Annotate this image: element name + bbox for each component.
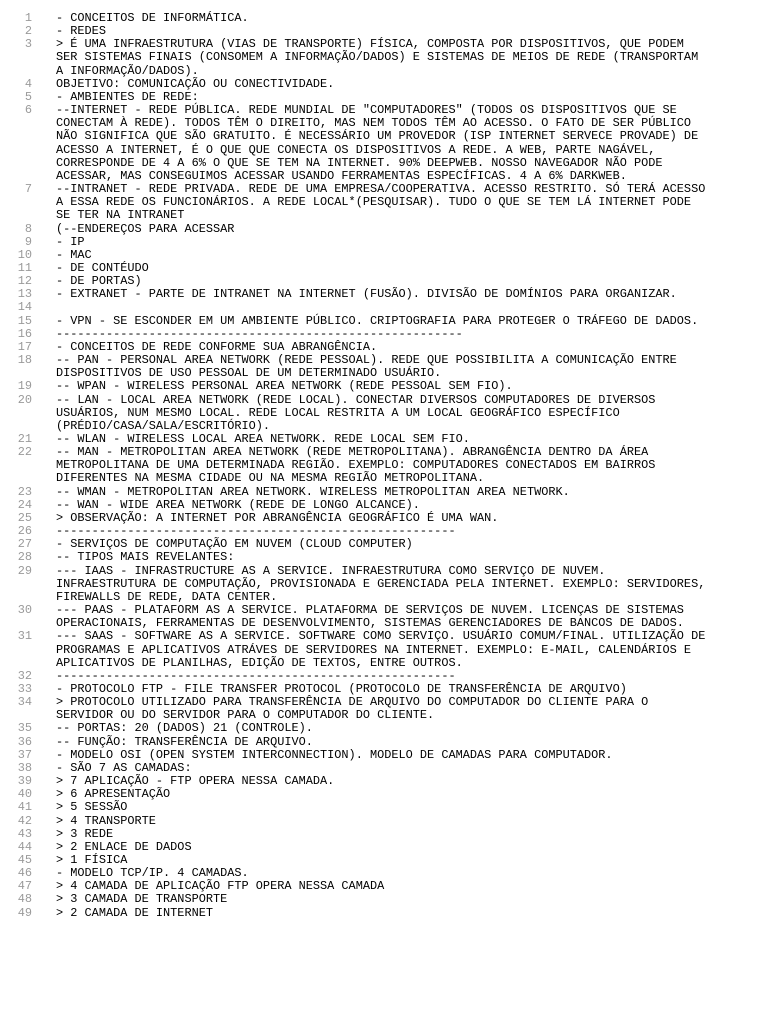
- document-line: [0, 78, 768, 91]
- line-text[interactable]: --- SAAS - SOFTWARE AS A SERVICE. SOFTWARE COMO SERVIÇO. USUÁRIO COMUM/FINAL. UTILIZAÇÃO DE PROGRAMAS E APLICATIVOS ATRÁVES DE SERVIDORES NA INTERNET. EXEMPLO: E-MAIL, CALENDÁRIOS E APLICATIVOS DE PLANILHAS, EDIÇÃO DE TEXTOS, ENTRE OUTROS.: [56, 629, 713, 670]
- line-number: 10: [17, 247, 32, 262]
- document-line: [0, 565, 768, 604]
- line-number: 42: [17, 813, 32, 828]
- line-number: 16: [17, 326, 32, 341]
- line-text[interactable]: > 4 CAMADA DE APLICAÇÃO FTP OPERA NESSA CAMADA: [56, 879, 385, 894]
- line-number: 48: [17, 892, 32, 907]
- document-line: [0, 104, 768, 183]
- line-number: 17: [17, 339, 32, 354]
- line-number: 31: [17, 629, 32, 644]
- line-text[interactable]: OBJETIVO: COMUNICAÇÃO OU CONECTIVIDADE.: [56, 76, 335, 91]
- line-number: 49: [17, 905, 32, 920]
- line-text[interactable]: -- TIPOS MAIS REVELANTES:: [56, 550, 235, 565]
- line-text[interactable]: -- MAN - METROPOLITAN AREA NETWORK (REDE METROPOLITANA). ABRANGÊNCIA DENTRO DA ÁREA METROPOLITANA DE UMA DETERMINADA REGIÃO. EXEMPLO: COMPUTADORES CONECTADOS EM BAIRROS DIFERENTES NA MESMA CIDADE OU NA MESMA REGIÃO METROPOLITANA.: [56, 445, 663, 486]
- document-line: [0, 499, 768, 512]
- line-number: 39: [17, 774, 32, 789]
- document-line: [0, 828, 768, 841]
- document-line: [0, 893, 768, 906]
- line-text[interactable]: > 7 APLICAÇÃO - FTP OPERA NESSA CAMADA.: [56, 774, 335, 789]
- document-line: [0, 249, 768, 262]
- line-text[interactable]: --------------------------------------------------------: [56, 668, 456, 683]
- line-number: 21: [17, 432, 32, 446]
- document-line: [0, 446, 768, 485]
- line-text[interactable]: - CONCEITOS DE REDE CONFORME SUA ABRANGÊNCIA.: [56, 339, 378, 354]
- line-number: 33: [17, 681, 32, 696]
- line-number: 9: [24, 234, 32, 249]
- line-number: 29: [17, 563, 32, 578]
- line-text[interactable]: --INTERNET - REDE PÚBLICA. REDE MUNDIAL DE "COMPUTADORES" (TODOS OS DISPOSITIVOS QUE SE CONECTAM À REDE). TODOS TÊM O DIREITO, MAS NEM TODOS TÊM AO ACESSO. O FATO DE SER PÚBLICO NÃO SIGNIFICA QUE SÃO GRATUITO. É NECESSÁRIO UM PROVEDOR (ISP INTERNET SERVECE PROVADE) DE ACESSO A INTERNET, É O QUE QUE CONECTA OS DISPOSITIVOS A REDE. A WEB, PARTE NAGÁVEL, CORRESPONDE DE 4 A 6% O QUE SE TEM NA INTERNET. 90% DEEPWEB. NOSSO NAVEGADOR NÃO PODE ACESSAR, MAS CONSEGUIMOS ACESSAR USANDO FERRAMENTAS ESPECÍFICAS. 4 A 6% DARKWEB.: [56, 103, 706, 183]
- line-number: 7: [24, 182, 32, 197]
- line-text[interactable]: -- WAN - WIDE AREA NETWORK (REDE DE LONGO ALCANCE).: [56, 497, 420, 512]
- line-text[interactable]: > PROTOCOLO UTILIZADO PARA TRANSFERÊNCIA DE ARQUIVO DO COMPUTADOR DO CLIENTE PARA O SERVIDOR OU DO SERVIDOR PARA O COMPUTADOR DO CLIENTE.: [56, 695, 656, 723]
- line-text[interactable]: > 2 CAMADA DE INTERNET: [56, 905, 213, 920]
- line-text[interactable]: > 3 REDE: [56, 826, 114, 841]
- document-line: [0, 670, 768, 683]
- line-number: 4: [24, 76, 32, 91]
- line-number: 37: [17, 747, 32, 762]
- line-text[interactable]: --- PAAS - PLATAFORM AS A SERVICE. PLATAFORMA DE SERVIÇOS DE NUVEM. LICENÇAS DE SISTEMAS OPERACIONAIS, FERRAMENTAS DE DESENVOLVIMENTO, SISTEMAS GERENCIADORES DE BANCOS DE DADOS.: [56, 603, 692, 631]
- line-text[interactable]: -- LAN - LOCAL AREA NETWORK (REDE LOCAL). CONECTAR DIVERSOS COMPUTADORES DE DIVERSOS USUÁRIOS, NUM MESMO LOCAL. REDE LOCAL RESTRITA A UM LOCAL GEOGRÁFICO ESPECÍFICO (PRÉDIO/CASA/SALA/ESCRITÓRIO).: [56, 392, 663, 433]
- document-line: [0, 801, 768, 814]
- line-number: 15: [17, 313, 32, 328]
- line-number: 23: [17, 484, 32, 499]
- document-line: [0, 696, 768, 722]
- line-number: 46: [17, 866, 32, 881]
- line-text[interactable]: -- PORTAS: 20 (DADOS) 21 (CONTROLE).: [56, 721, 313, 736]
- line-number: 3: [24, 37, 32, 52]
- line-number: 27: [17, 537, 32, 552]
- line-number: 26: [17, 524, 32, 539]
- line-text[interactable]: -- PAN - PERSONAL AREA NETWORK (REDE PESSOAL). REDE QUE POSSIBILITA A COMUNICAÇÃO ENTRE DISPOSITIVOS DE USO PESSOAL DE UM DETERMINADO USUÁRIO.: [56, 353, 684, 381]
- line-text[interactable]: - DE CONTÉUDO: [56, 260, 149, 275]
- line-text[interactable]: --------------------------------------------------------: [56, 524, 456, 539]
- document-line: [0, 315, 768, 328]
- line-number: 19: [17, 379, 32, 394]
- line-text[interactable]: -- FUNÇÃO: TRANSFERÊNCIA DE ARQUIVO.: [56, 734, 313, 749]
- document-line: [0, 223, 768, 236]
- line-text[interactable]: --INTRANET - REDE PRIVADA. REDE DE UMA EMPRESA/COOPERATIVA. ACESSO RESTRITO. SÓ TERÁ ACESSO A ESSA REDE OS FUNCIONÁRIOS. A REDE LOCAL*(PESQUISAR). TUDO O QUE SE TEM LÁ INTERNET PODE SE TER NA INTRANET: [56, 182, 713, 223]
- line-number: 44: [17, 839, 32, 854]
- line-text[interactable]: > OBSERVAÇÃO: A INTERNET POR ABRANGÊNCIA GEOGRÁFICO É UMA WAN.: [56, 510, 499, 525]
- line-number: 6: [24, 103, 32, 118]
- line-number: 35: [17, 721, 32, 736]
- line-text[interactable]: - EXTRANET - PARTE DE INTRANET NA INTERNET (FUSÃO). DIVISÃO DE DOMÍNIOS PARA ORGANIZAR.: [56, 287, 677, 302]
- line-text[interactable]: > 6 APRESENTAÇÃO: [56, 787, 171, 802]
- document-line: [0, 722, 768, 735]
- document-line: [0, 354, 768, 380]
- line-number: 2: [24, 24, 32, 39]
- document-line: [0, 486, 768, 499]
- line-number: 13: [17, 287, 32, 302]
- line-number: 28: [17, 550, 32, 565]
- line-number: 47: [17, 879, 32, 894]
- line-text[interactable]: -- WPAN - WIRELESS PERSONAL AREA NETWORK (REDE PESSOAL SEM FIO).: [56, 379, 513, 394]
- line-text[interactable]: - PROTOCOLO FTP - FILE TRANSFER PROTOCOL (PROTOCOLO DE TRANSFERÊNCIA DE ARQUIVO): [56, 681, 627, 696]
- line-text[interactable]: - IP: [56, 234, 85, 249]
- document-line: [0, 38, 768, 77]
- line-number: 36: [17, 734, 32, 749]
- line-number: 14: [17, 300, 32, 315]
- document-line: [0, 394, 768, 433]
- line-text[interactable]: -- WLAN - WIRELESS LOCAL AREA NETWORK. REDE LOCAL SEM FIO.: [56, 432, 470, 446]
- line-number: 24: [17, 497, 32, 512]
- document-line: [0, 301, 768, 314]
- document-line: [0, 604, 768, 630]
- line-text[interactable]: > 4 TRANSPORTE: [56, 813, 156, 828]
- line-text[interactable]: - SERVIÇOS DE COMPUTAÇÃO EM NUVEM (CLOUD COMPUTER): [56, 537, 413, 552]
- document-line: [0, 236, 768, 249]
- line-number: 32: [17, 668, 32, 683]
- document-line: [0, 749, 768, 762]
- line-number: 8: [24, 221, 32, 236]
- line-text[interactable]: - REDES: [56, 24, 106, 39]
- line-number: 11: [17, 260, 32, 275]
- line-number: 38: [17, 760, 32, 775]
- line-number: 34: [17, 695, 32, 710]
- line-number: 1: [24, 11, 32, 25]
- document-line: [0, 288, 768, 301]
- line-text[interactable]: > 3 CAMADA DE TRANSPORTE: [56, 892, 228, 907]
- document-line: [0, 551, 768, 564]
- line-number: 41: [17, 800, 32, 815]
- document-line: [0, 907, 768, 920]
- line-number: 12: [17, 274, 32, 289]
- line-number: 20: [17, 392, 32, 407]
- text-document[interactable]: [0, 12, 768, 920]
- line-text[interactable]: - DE PORTAS): [56, 274, 142, 289]
- line-number: 30: [17, 603, 32, 618]
- line-text[interactable]: > É UMA INFRAESTRUTURA (VIAS DE TRANSPORTE) FÍSICA, COMPOSTA POR DISPOSITIVOS, QUE PODEM SER SISTEMAS FINAIS (CONSOMEM A INFORMAÇÃO/DADOS) E SISTEMAS DE MEIOS DE REDE (TRANSPORTAM A INFORMAÇÃO/DADOS).: [56, 37, 706, 78]
- line-number: 43: [17, 826, 32, 841]
- line-text[interactable]: (--ENDEREÇOS PARA ACESSAR: [56, 221, 235, 236]
- document-line: [0, 736, 768, 749]
- line-text[interactable]: - CONCEITOS DE INFORMÁTICA.: [56, 11, 249, 25]
- document-line: [0, 815, 768, 828]
- line-number: 25: [17, 510, 32, 525]
- line-text[interactable]: - MODELO OSI (OPEN SYSTEM INTERCONNECTION). MODELO DE CAMADAS PARA COMPUTADOR.: [56, 747, 613, 762]
- line-text[interactable]: > 2 ENLACE DE DADOS: [56, 839, 192, 854]
- line-number: 45: [17, 853, 32, 867]
- document-line: [0, 328, 768, 341]
- document-line: [0, 183, 768, 222]
- line-number: 5: [24, 89, 32, 104]
- line-text[interactable]: -- WMAN - METROPOLITAN AREA NETWORK. WIRELESS METROPOLITAN AREA NETWORK.: [56, 484, 570, 499]
- line-text[interactable]: > 1 FÍSICA: [56, 853, 128, 867]
- line-text[interactable]: - VPN - SE ESCONDER EM UM AMBIENTE PÚBLICO. CRIPTOGRAFIA PARA PROTEGER O TRÁFEGO DE DADOS.: [56, 313, 699, 328]
- line-number: 18: [17, 353, 32, 368]
- document-line: [0, 12, 768, 25]
- document-line: [0, 380, 768, 393]
- line-text[interactable]: ---------------------------------------------------------: [56, 326, 463, 341]
- line-text[interactable]: - MAC: [56, 247, 92, 262]
- line-text[interactable]: --- IAAS - INFRASTRUCTURE AS A SERVICE. INFRAESTRUTURA COMO SERVIÇO DE NUVEM. INFRAESTRUTURA DE COMPUTAÇÃO, PROVISIONADA E GERENCIADA PELA INTERNET. EXEMPLO: SERVIDORES, FIREWALLS DE REDE, DATA CENTER.: [56, 563, 713, 604]
- line-number: 40: [17, 787, 32, 802]
- line-number: 22: [17, 445, 32, 460]
- line-text[interactable]: - SÃO 7 AS CAMADAS:: [56, 760, 192, 775]
- document-line: [0, 630, 768, 669]
- line-text[interactable]: - MODELO TCP/IP. 4 CAMADAS.: [56, 866, 249, 881]
- line-text[interactable]: - AMBIENTES DE REDE:: [56, 89, 199, 104]
- line-text[interactable]: > 5 SESSÃO: [56, 800, 128, 815]
